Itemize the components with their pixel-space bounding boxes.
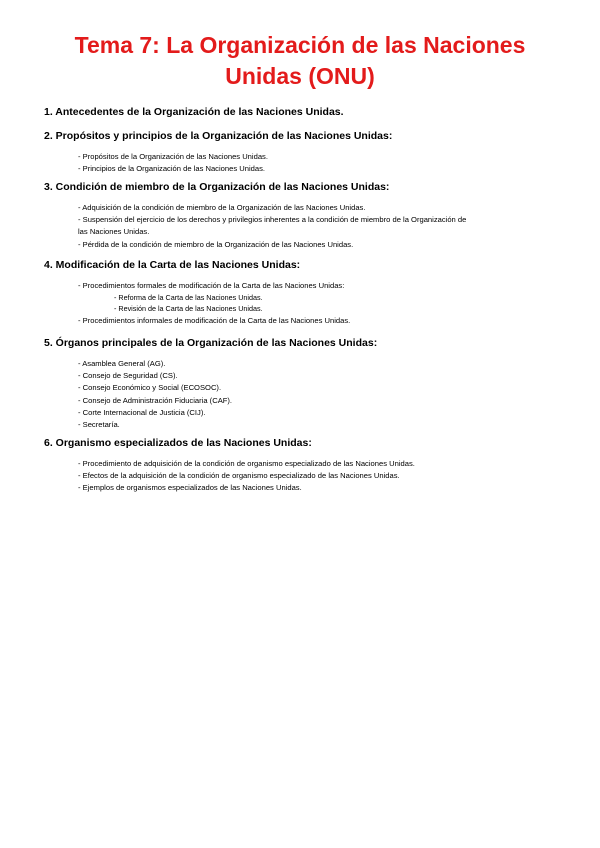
list-item: - Secretaría. — [78, 420, 120, 430]
title-line-1: Tema 7: La Organización de las Naciones — [74, 32, 526, 58]
sub-list-item: - Revisión de la Carta de las Naciones Unidas. — [114, 304, 263, 314]
document-title — [40, 30, 560, 92]
section-6 — [44, 437, 564, 495]
section-2 — [44, 130, 564, 175]
section-heading: 4. Modificación de la Carta de las Naciones Unidas: — [44, 259, 301, 271]
list-item: - Consejo de Seguridad (CS). — [78, 371, 178, 381]
section-items — [44, 151, 564, 175]
list-item: - Procedimiento de adquisición de la condición de organismo especializado de las Naciones Unidas. — [78, 459, 415, 468]
list-item: - Procedimientos formales de modificación de la Carta de las Naciones Unidas: — [78, 281, 345, 290]
section-items — [44, 358, 564, 431]
list-item: - Consejo de Administración Fiduciaria (CAF). — [78, 395, 233, 405]
sub-list-item: - Reforma de la Carta de las Naciones Unidas. — [114, 293, 263, 303]
section-5 — [44, 337, 564, 431]
list-item: - Asamblea General (AG). — [78, 359, 166, 368]
list-item: - Pérdida de la condición de miembro de la Organización de las Naciones Unidas. — [78, 239, 354, 249]
list-item: - Corte Internacional de Justicia (CIJ). — [78, 407, 206, 417]
list-item: - Procedimientos informales de modificación de la Carta de las Naciones Unidas. — [78, 315, 351, 325]
section-items — [44, 280, 564, 327]
list-item-continuation: las Naciones Unidas. — [78, 227, 150, 237]
section-heading: 1. Antecedentes de la Organización de las Naciones Unidas. — [44, 106, 344, 118]
list-item: - Ejemplos de organismos especializados de las Naciones Unidas. — [78, 483, 302, 493]
title-line-2: Unidas (ONU) — [225, 63, 375, 89]
section-items — [44, 458, 564, 495]
list-item: - Efectos de la adquisición de la condición de organismo especializado de las Naciones Unidas. — [78, 471, 400, 481]
section-4 — [44, 259, 564, 327]
list-item: - Suspensión del ejercicio de los derechos y privilegios inherentes a la condición de miembro de la Organización de — [78, 215, 467, 225]
section-heading: 5. Órganos principales de la Organización de las Naciones Unidas: — [44, 337, 378, 349]
section-3 — [44, 181, 564, 251]
section-heading: 2. Propósitos y principios de la Organización de las Naciones Unidas: — [44, 130, 393, 142]
list-item: - Consejo Económico y Social (ECOSOC). — [78, 383, 222, 393]
section-items — [44, 202, 564, 251]
list-item: - Propósitos de la Organización de las Naciones Unidas. — [78, 152, 268, 161]
section-1 — [44, 106, 564, 119]
section-heading: 3. Condición de miembro de la Organización de las Naciones Unidas: — [44, 181, 390, 193]
section-heading: 6. Organismo especializados de las Naciones Unidas: — [44, 437, 312, 449]
list-item: - Principios de la Organización de las Naciones Unidas. — [78, 164, 265, 174]
list-item: - Adquisición de la condición de miembro de la Organización de las Naciones Unidas. — [78, 203, 366, 212]
